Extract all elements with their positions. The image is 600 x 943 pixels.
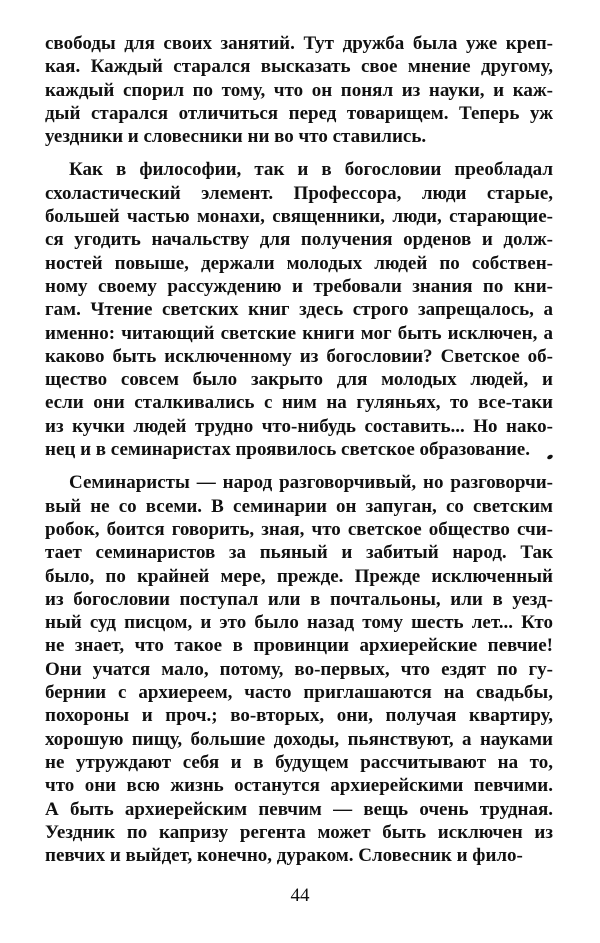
text-line: кая. Каждый старался высказать свое мнение другому,: [45, 56, 553, 78]
text-line: хорошую пищу, большие доходы, пьянствуют, а науками: [45, 728, 553, 750]
paragraph: [45, 148, 553, 461]
text-line: А быть архиерейским певчим — вещь очень трудная.: [45, 798, 553, 820]
page-number: 44: [290, 885, 310, 906]
paragraph-gap: [45, 461, 553, 471]
text-line: дый старался отличиться перед товарищем. Теперь уж: [45, 102, 553, 124]
text-line: не знает, что такое в провинции архиерейские певчие!: [45, 635, 553, 657]
text-line: ному своему рассуждению и требовали знания по кни-: [45, 275, 553, 297]
text-line: нец и в семинаристах проявилось светское образование.: [45, 439, 530, 461]
text-line: тает семинаристов за пьяный и забитый народ. Так: [45, 542, 553, 564]
text-line: схоластический элемент. Профессора, люди старые,: [45, 182, 553, 204]
body-text: [45, 32, 553, 867]
text-line: гам. Чтение светских книг здесь строго запрещалось, а: [45, 299, 553, 321]
text-line: робок, боится говорить, зная, что светское общество счи-: [45, 518, 553, 540]
text-line: вый не со всеми. В семинарии он запуган, со светским: [45, 495, 553, 517]
text-line: певчих и выйдет, конечно, дураком. Словесник и фило-: [45, 845, 523, 867]
paragraph-gap: [45, 148, 553, 158]
text-line: из богословии поступал или в почтальоны, или в уезд-: [45, 588, 553, 610]
text-line: ный суд писцом, и это было назад тому шесть лет... Кто: [45, 612, 553, 634]
text-line: не утруждают себя и в будущем рассчитывают на то,: [45, 751, 553, 773]
text-line: каждый спорил по тому, что он понял из науки, и каж-: [45, 79, 553, 101]
text-line: из кучки людей трудно что-нибудь составить... Но нако-: [45, 415, 553, 437]
text-line: свободы для своих занятий. Тут дружба была уже креп-: [45, 33, 553, 54]
text-line: именно: читающий светские книги мог быть исключен, а: [45, 322, 553, 344]
paragraph: [45, 461, 553, 867]
text-line: Уездник по капризу регента может быть исключен из: [45, 821, 553, 843]
text-line: бернии с архиереем, часто приглашаются на свадьбы,: [45, 682, 553, 704]
text-line: большей частью монахи, священники, люди, старающие-: [45, 206, 553, 228]
paragraph: [45, 32, 553, 148]
text-line: Как в философии, так и в богословии преобладал: [69, 159, 553, 181]
text-line: похороны и проч.; во-вторых, они, получая квартиру,: [45, 705, 553, 727]
text-line: Они учатся мало, потому, во-первых, что ездят по гу-: [45, 658, 553, 680]
text-line: что они всю жизнь останутся архиерейскими певчими.: [45, 775, 553, 797]
text-line: если они сталкивались с ним на гуляньях, то все-таки: [45, 392, 553, 414]
text-line: было, по крайней мере, прежде. Прежде исключенный: [45, 565, 553, 587]
text-line: щество совсем было закрыто для молодых людей, и: [45, 369, 553, 391]
text-line: ностей повыше, держали молодых людей по собствен-: [45, 252, 553, 274]
text-line: каково быть исключенному из богословии? Светское об-: [45, 345, 553, 367]
text-line: ся угодить начальству для получения орденов и долж-: [45, 229, 553, 251]
text-line: Семинаристы — народ разговорчивый, но разговорчи-: [69, 472, 553, 494]
text-line: уездники и словесники ни во что ставились.: [45, 126, 427, 148]
